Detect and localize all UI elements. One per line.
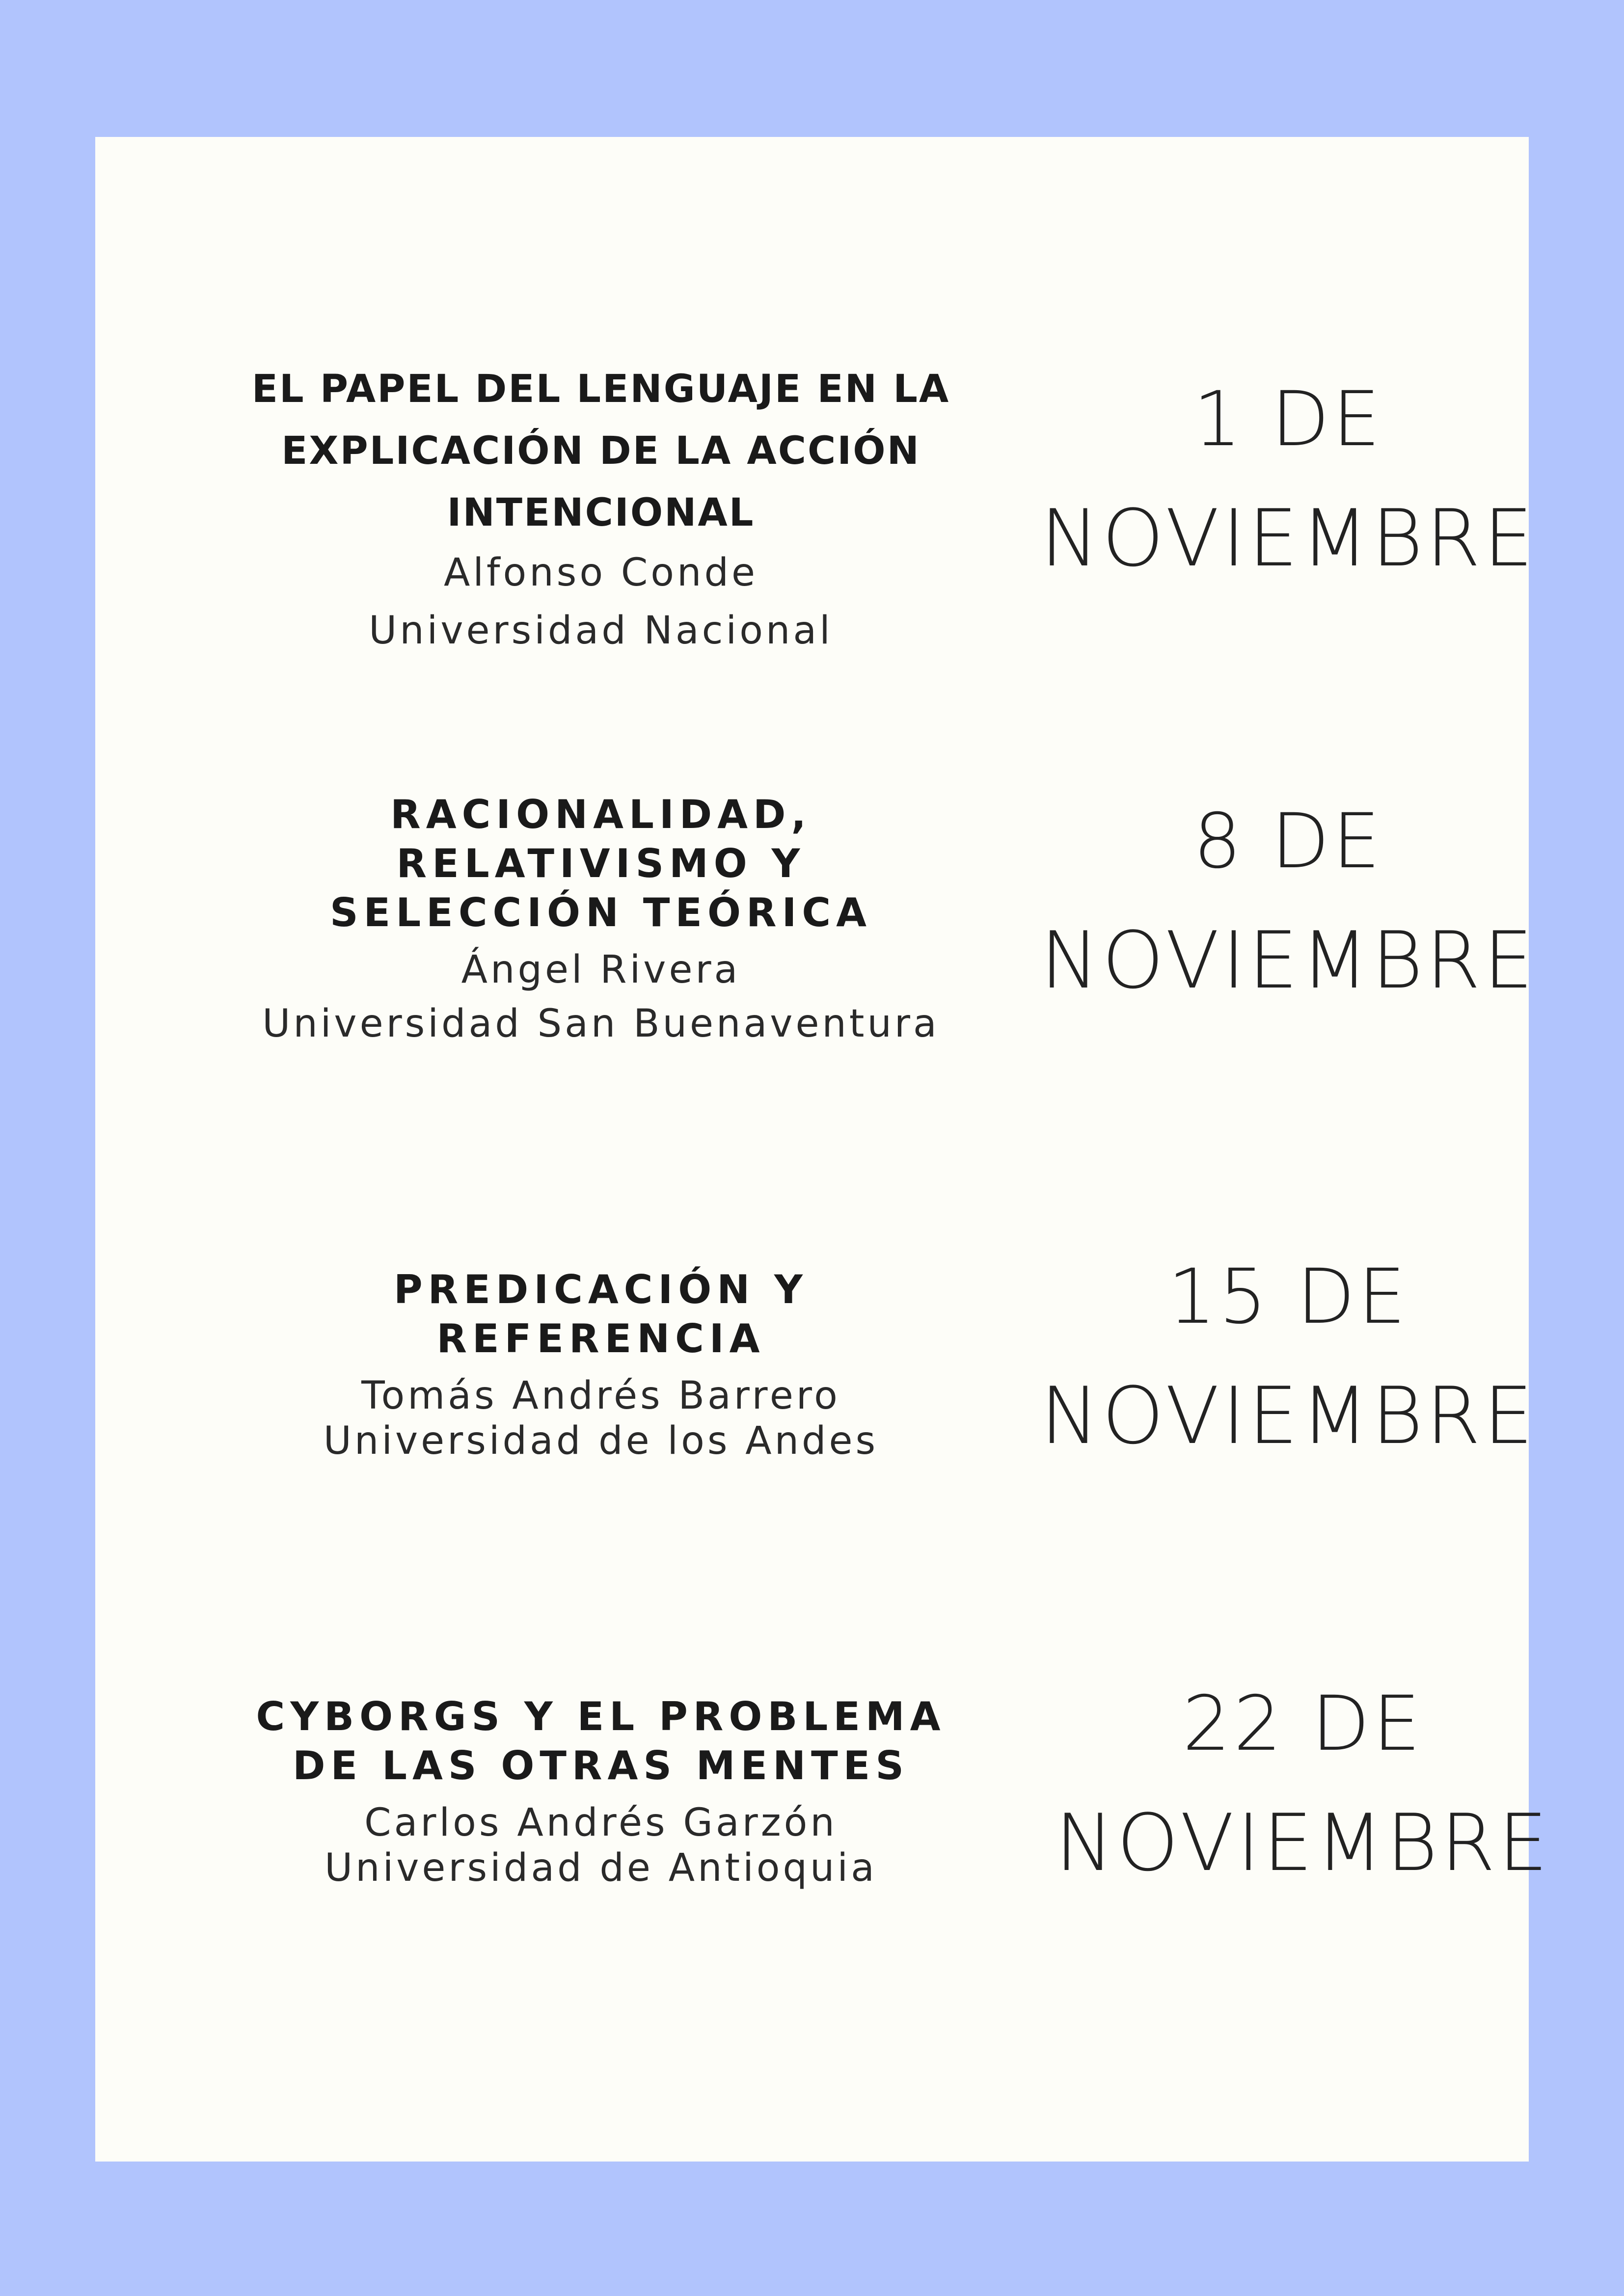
session-1-title-line-3: INTENCIONAL	[447, 491, 755, 535]
session-1-date-day: 1 DE	[1193, 375, 1383, 463]
session-2-date-day: 8 DE	[1193, 798, 1383, 885]
session-4-title-line-1: CYBORGS Y EL PROBLEMA	[256, 1694, 946, 1739]
session-2-date-month: NOVIEMBRE	[1040, 914, 1536, 1006]
session-2-title-line-3: SELECCIÓN TEÓRICA	[329, 890, 872, 935]
session-1-title-line-1: EL PAPEL DEL LENGUAJE EN LA	[251, 367, 950, 411]
session-2-affiliation: Universidad San Buenaventura	[262, 1002, 940, 1046]
session-2-title-line-2: RELATIVISMO Y	[396, 841, 806, 886]
session-1-date	[895, 373, 1624, 585]
session-3-affiliation: Universidad de los Andes	[323, 1419, 879, 1463]
session-4-date	[910, 1678, 1624, 1890]
session-1-affiliation: Universidad Nacional	[369, 609, 833, 653]
session-4-date-month: NOVIEMBRE	[1055, 1797, 1551, 1889]
session-4-date-day: 22 DE	[1182, 1680, 1424, 1768]
session-3-date	[895, 1251, 1624, 1463]
session-2-speaker: Ángel Rivera	[461, 948, 741, 992]
session-2-title-line-1: RACIONALIDAD,	[390, 792, 812, 837]
session-4-speaker: Carlos Andrés Garzón	[364, 1801, 838, 1845]
session-3-title-line-1: PREDICACIÓN Y	[394, 1267, 808, 1312]
session-1-speaker: Alfonso Conde	[444, 551, 758, 595]
session-1-title-line-2: EXPLICACIÓN DE LA ACCIÓN	[281, 429, 920, 473]
session-3-date-month: NOVIEMBRE	[1040, 1370, 1536, 1462]
session-3-date-day: 15 DE	[1167, 1253, 1409, 1341]
session-4-title-line-2: DE LAS OTRAS MENTES	[293, 1743, 909, 1789]
session-2-date	[895, 795, 1624, 1007]
session-3-title-line-2: REFERENCIA	[436, 1316, 765, 1362]
session-1-date-month: NOVIEMBRE	[1040, 492, 1536, 584]
session-3-speaker: Tomás Andrés Barrero	[361, 1374, 840, 1418]
session-4-affiliation: Universidad de Antioquia	[325, 1846, 877, 1890]
